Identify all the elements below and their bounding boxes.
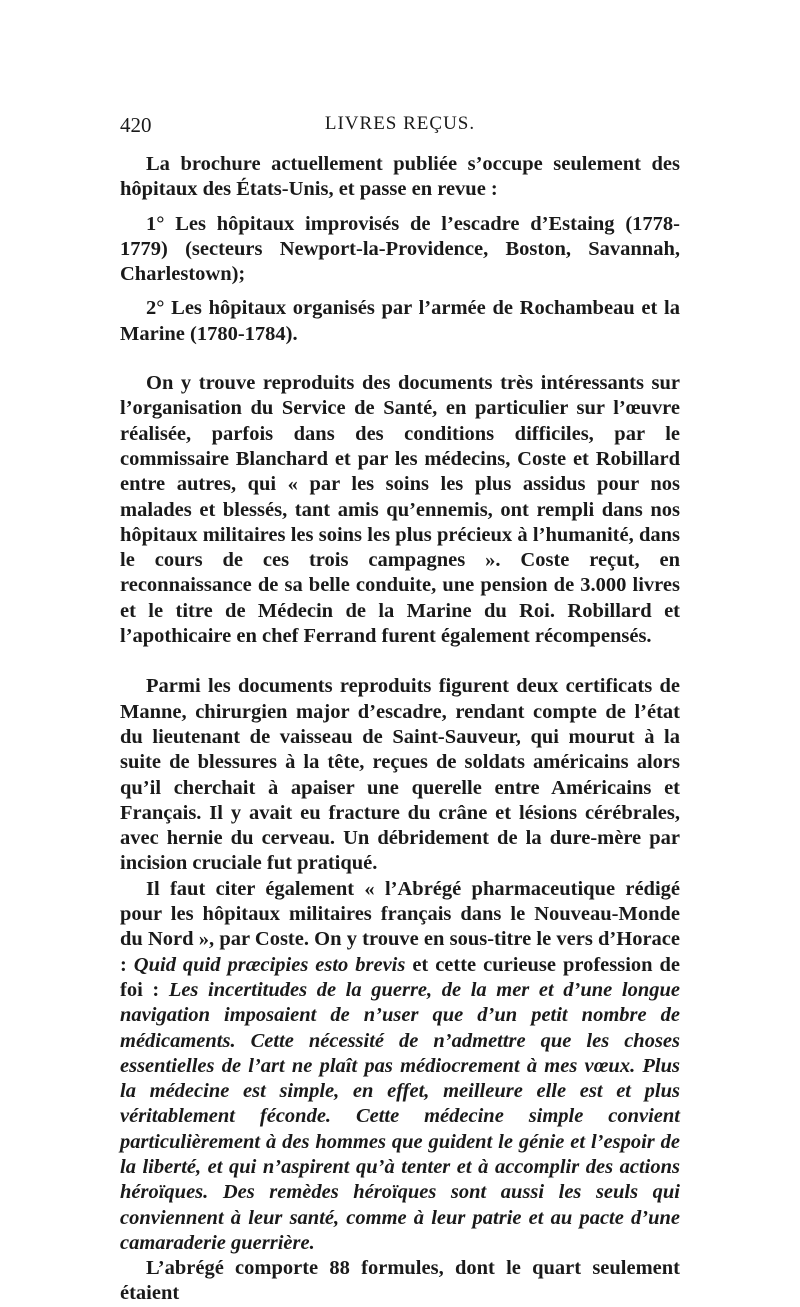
paragraph-abrege <box>120 877 680 1256</box>
page-number: 420 <box>120 113 152 137</box>
list-item-2: 2° Les hôpitaux organisés par l’armée de Rochambeau et la Marine (1780-1784). <box>120 297 680 345</box>
abrege-intro: Il faut citer également « l’Abrégé pharmaceutique rédigé pour les hôpitaux militaires français dans le Nouveau-Monde du Nord », par Coste. On y trouve en sous-titre le vers d’Horace : <box>120 877 680 976</box>
horace-verse: Quid quid præcipies esto brevis <box>133 953 406 976</box>
list-item-1: 1° Les hôpitaux improvisés de l’escadre d’Estaing (1778-1779) (secteurs Newport-la-Providence, Boston, Savannah, Charlestown); <box>120 212 680 286</box>
profession-de-foi-quote: Les incertitudes de la guerre, de la mer et d’une longue navigation imposaient de n’user que d’un petit nombre de médicaments. Cette nécessité de n’admettre que les choses essentielles de l’art ne plaît pas médiocrement à mes vœux. Plus la médecine est simple, en effet, meilleure elle est et plus véritablement féconde. Cette médecine simple convient particulièrement à des hommes que guident le génie et l’espoir de la liberté, et qui n’aspirent qu’à tenter et à accomplir des actions héroïques. Des remèdes héroïques sont aussi les seuls qui conviennent à leur santé, comme à leur patrie et au pacte d’une camaraderie guerrière. <box>120 978 680 1254</box>
abrege-mid: et cette curieuse profession de foi : <box>120 953 681 1001</box>
page-header <box>120 113 680 147</box>
paragraph-formules: L’abrégé comporte 88 formules, dont le quart seulement étaient <box>120 1257 680 1305</box>
body-text <box>120 152 680 1307</box>
running-title: LIVRES REÇUS. <box>324 113 476 134</box>
paragraph-service-de-sante: On y trouve reproduits des documents très intéressants sur l’organisation du Service de Santé, en particulier sur l’œuvre réalisée, parfois dans des conditions difficiles, par le commissaire Blanchard et par les médecins, Coste et Robillard entre autres, qui « par les soins les plus assidus pour nos malades et blessés, tant amis qu’ennemis, ont rempli dans nos hôpitaux militaires les soins les plus précieux à l’humanité, dans le cours de ces trois campagnes ». Coste reçut, en reconnaissance de sa belle conduite, une pension de 3.000 livres et le titre de Médecin de la Marine du Roi. Robillard et l’apothicaire en chef Ferrand furent également récompensés. <box>120 372 680 648</box>
paragraph-intro: La brochure actuellement publiée s’occupe seulement des hôpitaux des États-Unis, et passe en revue : <box>120 153 680 201</box>
paragraph-certificats: Parmi les documents reproduits figurent deux certificats de Manne, chirurgien major d’escadre, rendant compte de l’état du lieutenant de vaisseau de Saint-Sauveur, qui mourut à la suite de blessures à la tête, reçues de soldats américains alors qu’il cherchait à apaiser une querelle entre Américains et Français. Il y avait eu fracture du crâne et lésions cérébrales, avec hernie du cerveau. Un débridement de la dure-mère par incision cruciale fut pratiqué. <box>120 675 680 875</box>
